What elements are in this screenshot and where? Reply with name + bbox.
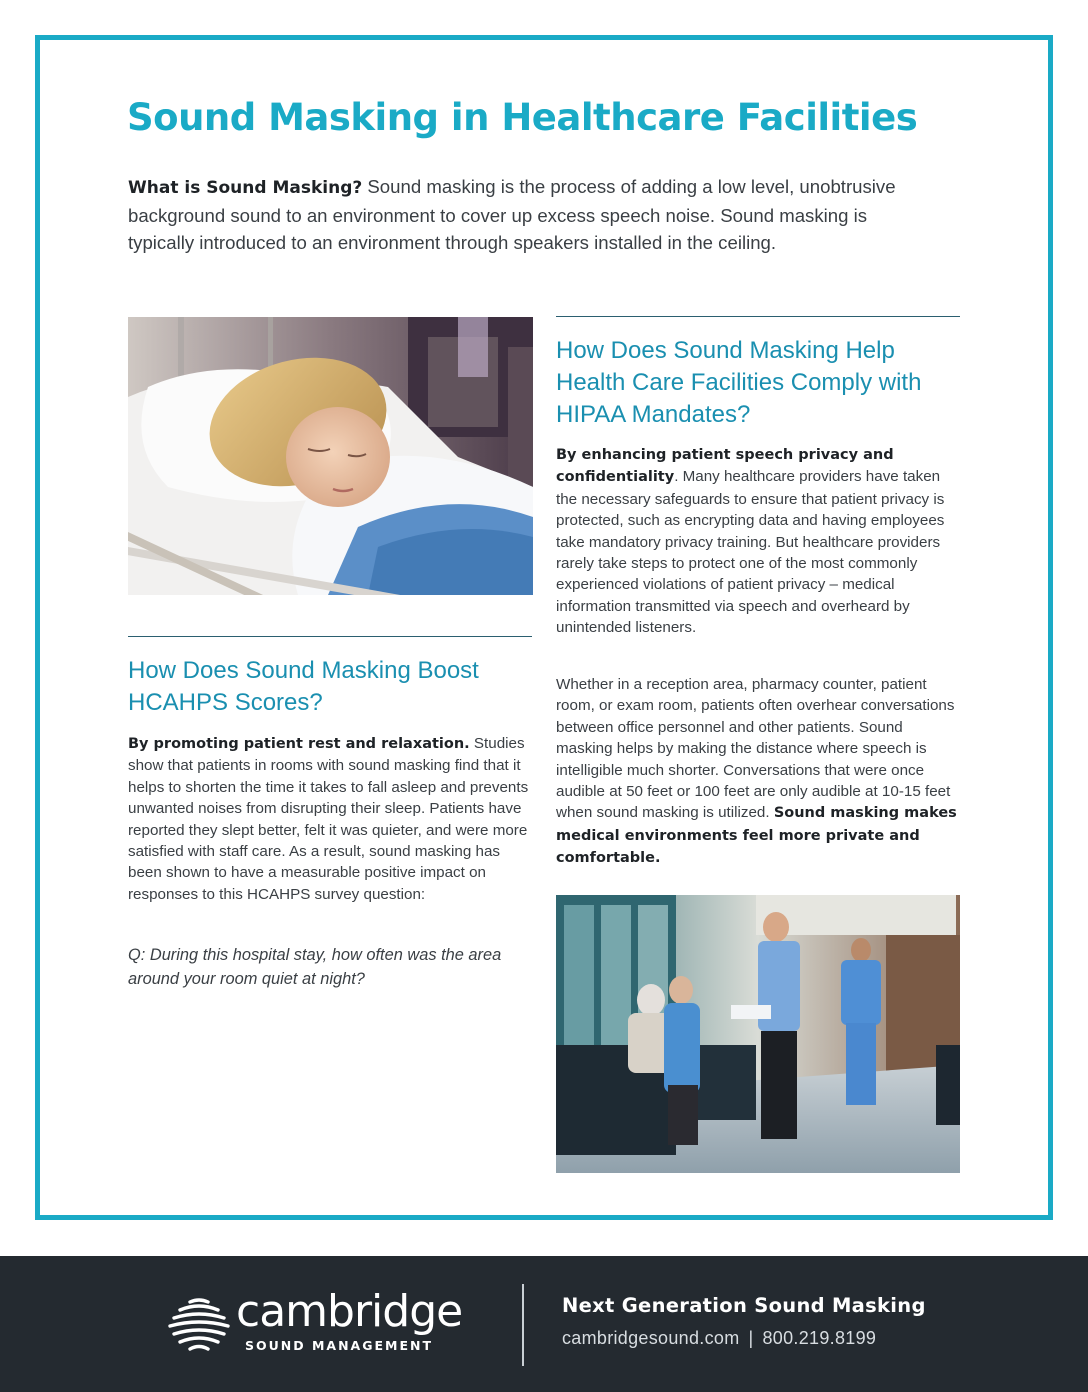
brand-name: cambridge bbox=[236, 1286, 463, 1337]
brand-subtitle: SOUND MANAGEMENT bbox=[245, 1338, 433, 1353]
footer-bar bbox=[0, 1256, 1088, 1392]
hospital-corridor-photo bbox=[556, 895, 960, 1173]
cambridge-wave-logo-icon bbox=[168, 1296, 230, 1352]
intro-paragraph bbox=[128, 173, 928, 256]
hipaa-text: . Many healthcare providers have taken the necessary safeguards to ensure that patient privacy is protected, such as encrypting data and having employees take mandatory privacy training. But healthcare providers rarely take steps to protect one of the most commonly experienced violations of patient privacy – medical information transmitted via speech and overheard by unintended listeners. bbox=[556, 468, 945, 637]
hcahps-lead: By promoting patient rest and relaxation. bbox=[128, 736, 470, 752]
intro-lead: What is Sound Masking? bbox=[128, 178, 363, 198]
footer-divider bbox=[522, 1284, 524, 1366]
phone-number: 800.219.8199 bbox=[762, 1328, 877, 1348]
hcahps-paragraph bbox=[128, 733, 532, 905]
hipaa-paragraph bbox=[556, 444, 960, 639]
hipaa-para2-bold: Sound masking makes medical environments feel more private and comfortable. bbox=[556, 805, 957, 867]
footer-tagline: Next Generation Sound Masking bbox=[562, 1294, 926, 1317]
website-link[interactable]: cambridgesound.com bbox=[562, 1328, 740, 1348]
hipaa-para2-text: Whether in a reception area, pharmacy counter, patient room, or exam room, patients often overhear conversations between office personnel and other patients. Sound masking helps by making the distance where speech is intelligible much shorter. Conversations that were once audible at 50 feet or 100 feet are only audible at 10-15 feet when sound masking is utilized. bbox=[556, 676, 955, 822]
left-section-divider bbox=[128, 636, 532, 637]
intro-text: Sound masking is the process of adding a low level, unobtrusive background sound to an environment to cover up excess speech noise. Sound masking is typically introduced to an environment through speakers installed in the ceiling. bbox=[128, 176, 896, 253]
hcahps-survey-question: Q: During this hospital stay, how often was the area around your room quiet at night? bbox=[128, 946, 502, 988]
hipaa-lead: By enhancing patient speech privacy and confidentiality bbox=[556, 447, 894, 486]
footer-contact bbox=[562, 1328, 876, 1349]
right-section-divider bbox=[556, 316, 960, 317]
contact-separator: | bbox=[748, 1328, 754, 1348]
hipaa-paragraph-2 bbox=[556, 674, 960, 870]
page-title: Sound Masking in Healthcare Facilities bbox=[127, 96, 918, 139]
sleeping-patient-photo bbox=[128, 317, 533, 595]
hcahps-text: Studies show that patients in rooms with sound masking find that it helps to shorten the time it takes to fall asleep and prevents unwanted noises from disrupting their sleep. Patients have reported they slept better, felt it was quieter, and were more satisfied with staff care. As a result, sound masking has been shown to have a measurable positive impact on responses to this HCAHPS survey question: bbox=[128, 735, 529, 903]
hipaa-heading: How Does Sound Masking Help Health Care Facilities Comply with HIPAA Mandates? bbox=[556, 337, 922, 428]
hcahps-heading: How Does Sound Masking Boost HCAHPS Scores? bbox=[128, 657, 479, 716]
